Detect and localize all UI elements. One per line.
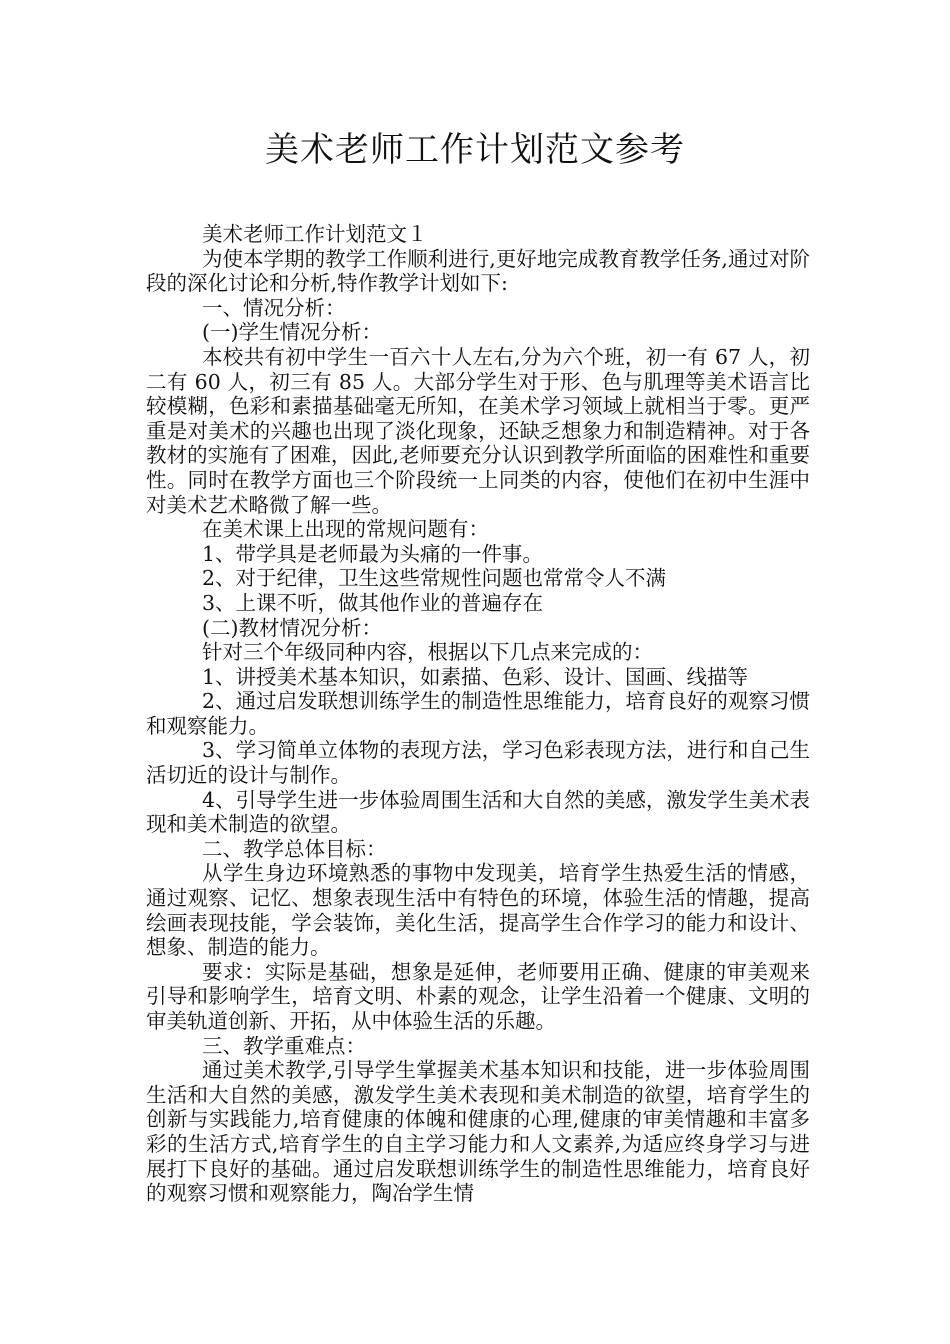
section-heading: 美术老师工作计划范文１	[202, 222, 428, 246]
subsection-heading: (二)教材情况分析：	[202, 615, 382, 640]
list-item: 2、通过启发联想训练学生的制造性思维能力，培育良好的观察习惯和观察能力。	[146, 689, 810, 738]
list-item: 2、对于纪律，卫生这些常规性问题也常常令人不满	[202, 566, 667, 591]
list-item: 4、引导学生进一步体验周围生活和大自然的美感，激发学生美术表现和美术制造的欲望。	[146, 787, 810, 837]
section-heading: 一、情况分析：	[202, 295, 346, 320]
list-item: 1、讲授美术基本知识，如素描、色彩、设计、国画、线描等	[202, 664, 749, 689]
subsection-heading: (一)学生情况分析：	[202, 320, 382, 345]
document-body	[146, 222, 810, 1206]
paragraph: 针对三个年级同种内容，根据以下几点来完成的：	[202, 640, 653, 665]
list-item: 3、学习简单立体物的表现方法，学习色彩表现方法，进行和自己生活切近的设计与制作。	[146, 738, 810, 788]
paragraph: 通过美术教学,引导学生掌握美术基本知识和技能，进一步体验周围生活和大自然的美感，激发学生美术表现和美术制造的欲望，培育学生的创新与实践能力,培育健康的体魄和健康的心理,健康的审美情趣和丰富多彩的生活方式,培育学生的自主学习能力和人文素养,为适应终身学习与进展打下良好的基础。通过启发联想训练学生的制造性思维能力，培育良好的观察习惯和观察能力，陶冶学生情	[146, 1058, 810, 1206]
paragraph: 从学生身边环境熟悉的事物中发现美，培育学生热爱生活的情感，通过观察、记忆、想象表现生活中有特色的环境，体验生活的情趣，提高绘画表现技能，学会装饰，美化生活，提高学生合作学习的能力和设计、想象、制造的能力。	[146, 861, 810, 960]
list-item: 3、上课不听，做其他作业的普遍存在	[202, 590, 544, 615]
paragraph: 要求：实际是基础，想象是延伸，老师要用正确、健康的审美观来引导和影响学生，培育文明、朴素的观念，让学生沿着一个健康、文明的审美轨道创新、开拓，从中体验生活的乐趣。	[146, 959, 810, 1033]
document-title: 美术老师工作计划范文参考	[265, 130, 685, 170]
paragraph: 为使本学期的教学工作顺利进行,更好地完成教育教学任务,通过对阶段的深化讨论和分析,特作教学计划如下:	[146, 246, 810, 296]
section-heading: 二、教学总体目标：	[202, 836, 387, 861]
paragraph: 在美术课上出现的常规问题有：	[202, 517, 489, 542]
paragraph: 本校共有初中学生一百六十人左右,分为六个班，初一有 67 人，初二有 60 人，初三有 85 人。大部分学生对于形、色与肌理等美术语言比较模糊，色彩和素描基础毫无所知，在美术学习领域上就相当于零。更严重是对美术的兴趣也出现了淡化现象，还缺乏想象力和制造精神。对于各教材的实施有了困难，因此,老师要充分认识到教学所面临的困难性和重要性。同时在教学方面也三个阶段统一上同类的内容，使他们在初中生涯中对美术艺术略微了解一些。	[146, 344, 810, 517]
list-item: 1、带学具是老师最为头痛的一件事。	[202, 541, 544, 566]
section-heading: 三、教学重难点：	[202, 1033, 366, 1058]
